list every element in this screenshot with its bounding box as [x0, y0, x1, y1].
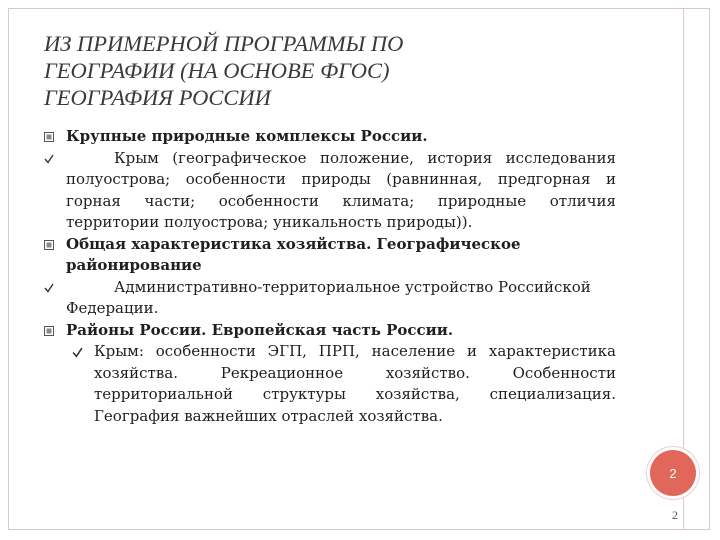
checkmark-icon — [72, 347, 83, 358]
title-line-2: ГЕОГРАФИИ (НА ОСНОВЕ ФГОС) — [44, 58, 390, 83]
content-list — [44, 126, 616, 427]
list-item — [44, 126, 616, 148]
list-item-text: Районы России. Европейская часть России. — [66, 320, 454, 339]
slide-title — [44, 30, 644, 111]
list-item — [44, 320, 616, 342]
square-bullet-icon — [44, 132, 54, 142]
list-item — [44, 234, 616, 277]
sub-list-item-text: Крым: особенности ЭГП, ПРП, население и характеристика хозяйства. Рекреационное хозяйство. Особенности территориальной структуры хозяйства, специализация. География важнейших отраслей хозяйства. — [94, 342, 616, 425]
page-number: 2 — [672, 508, 678, 522]
list-item-text: Крупные природные комплексы России. — [66, 127, 428, 145]
checkmark-icon — [44, 154, 54, 164]
square-bullet-icon — [44, 240, 54, 250]
sub-list-item — [44, 341, 616, 427]
square-bullet-icon — [44, 326, 54, 336]
slide-number-badge: 2 — [650, 450, 696, 496]
list-item-text: Административно-территориальное устройство Российской Федерации. — [66, 277, 591, 317]
title-line-3: ГЕОГРАФИЯ РОССИИ — [44, 85, 271, 110]
title-line-1: ИЗ ПРИМЕРНОЙ ПРОГРАММЫ ПО — [44, 31, 404, 56]
list-item — [44, 277, 616, 320]
list-item — [44, 148, 616, 234]
list-item-text: Общая характеристика хозяйства. Географическое районирование — [66, 234, 521, 274]
list-item-text: Крым (географическое положение, история исследования полуострова; особенности природы (равнинная, предгорная и горная части; особенности климата; природные отличия территории полуострова; уникальность природы)). — [66, 148, 616, 231]
checkmark-icon — [44, 283, 54, 293]
